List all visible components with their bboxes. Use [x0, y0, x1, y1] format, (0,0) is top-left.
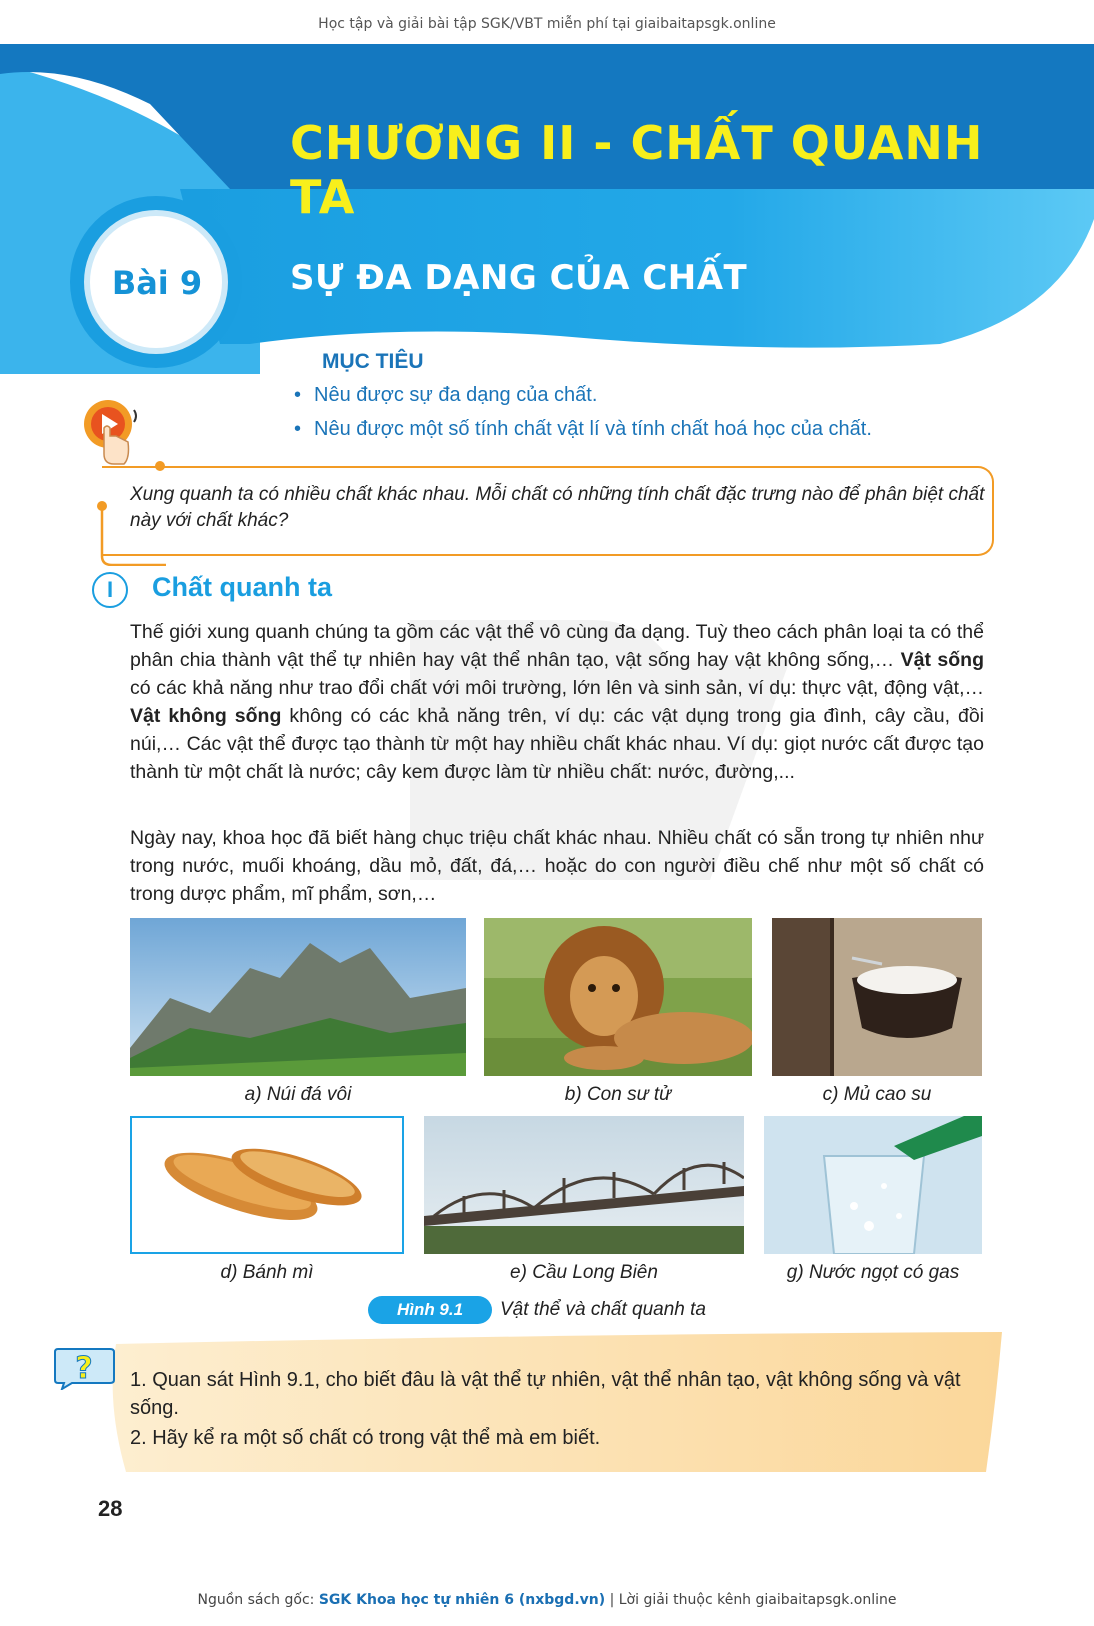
paragraph-2: Ngày nay, khoa học đã biết hàng chục triệu chất khác nhau. Nhiều chất có sẵn trong tự nhiên như trong nước, muối khoáng, dầu mỏ, đất, đá,… hoặc do con người điều chế như một số chất có trong dược phẩm, mĩ phẩm, sơn,… — [130, 827, 984, 905]
section-number: I — [92, 572, 128, 608]
caption-a: a) Núi đá vôi — [244, 1084, 352, 1105]
chapter-title: CHƯƠNG II - CHẤT QUANH TA — [290, 116, 984, 224]
question-1: 1. Quan sát Hình 9.1, cho biết đâu là vật thể tự nhiên, vật thể nhân tạo, vật không sống và vật sống. — [130, 1369, 961, 1419]
question-icon-label: ? — [75, 1351, 93, 1386]
question-2: 2. Hãy kể ra một số chất có trong vật thể mà em biết. — [130, 1427, 601, 1449]
objective-text: Nêu được một số tính chất vật lí và tính chất hoá học của chất. — [314, 418, 872, 440]
photo-limestone-mountain — [130, 918, 466, 1076]
photo-rubber-latex — [772, 918, 982, 1076]
intro-question: Xung quanh ta có nhiều chất khác nhau. Mỗi chất có những tính chất đặc trưng nào để phân biệt chất này với chất khác? — [130, 484, 985, 531]
lesson-title: SỰ ĐA DẠNG CỦA CHẤT — [290, 258, 748, 298]
caption-d: d) Bánh mì — [220, 1262, 314, 1283]
objective-item: • Nêu được sự đa dạng của chất. — [294, 384, 598, 406]
caption-b: b) Con sư tử — [564, 1084, 672, 1105]
photo-bread — [130, 1116, 404, 1254]
question-mark-icon — [52, 1348, 118, 1390]
caption-g: g) Nước ngọt có gas — [786, 1262, 960, 1283]
figure-title: Vật thể và chất quanh ta — [500, 1299, 706, 1320]
lesson-label: Bài 9 — [111, 264, 203, 302]
top-source-note: Học tập và giải bài tập SGK/VBT miễn phí tại giaibaitapsgk.online — [318, 16, 776, 32]
objective-item: • Nêu được một số tính chất vật lí và tính chất hoá học của chất. — [294, 418, 872, 440]
section-title: Chất quanh ta — [152, 572, 332, 602]
source-link[interactable]: SGK Khoa học tự nhiên 6 (nxbgd.vn) — [318, 1592, 606, 1608]
objective-text: Nêu được sự đa dạng của chất. — [314, 384, 598, 406]
page-number: 28 — [98, 1496, 123, 1521]
photo-long-bien-bridge — [424, 1116, 744, 1254]
term-living: Vật sống — [900, 649, 985, 671]
bottom-source-note: Nguồn sách gốc: SGK Khoa học tự nhiên 6 (nxbgd.vn) | Lời giải thuộc kênh giaibaitapsgk.online — [197, 1592, 897, 1608]
objectives-heading: MỤC TIÊU — [322, 350, 424, 373]
caption-c: c) Mủ cao su — [822, 1084, 932, 1105]
figure-badge: Hình 9.1 — [368, 1296, 492, 1324]
photo-soda-water — [764, 1116, 982, 1254]
caption-e: e) Cầu Long Biên — [510, 1262, 658, 1283]
paragraph-1: Thế giới xung quanh chúng ta gồm các vật thể vô cùng đa dạng. Tuỳ theo cách phân loại ta có thể phân chia thành vật thể tự nhiên hay vật thể nhân tạo, vật sống hay vật không sống,… Vật sống có các khả năng như trao đổi chất với môi trường, lớn lên và sinh sản, ví dụ: thực vật, động vật,… Vật không sống không có các khả năng trên, ví dụ: các vật dụng trong gia đình, cây cầu, đồi núi,… Các vật thể được tạo thành từ một hay nhiều chất khác nhau. Ví dụ: giọt nước cất được tạo thành từ một chất là nước; cây kem được làm từ nhiều chất: nước, đường,... — [130, 621, 985, 783]
photo-lion — [484, 918, 752, 1076]
term-nonliving: Vật không sống — [130, 705, 282, 727]
